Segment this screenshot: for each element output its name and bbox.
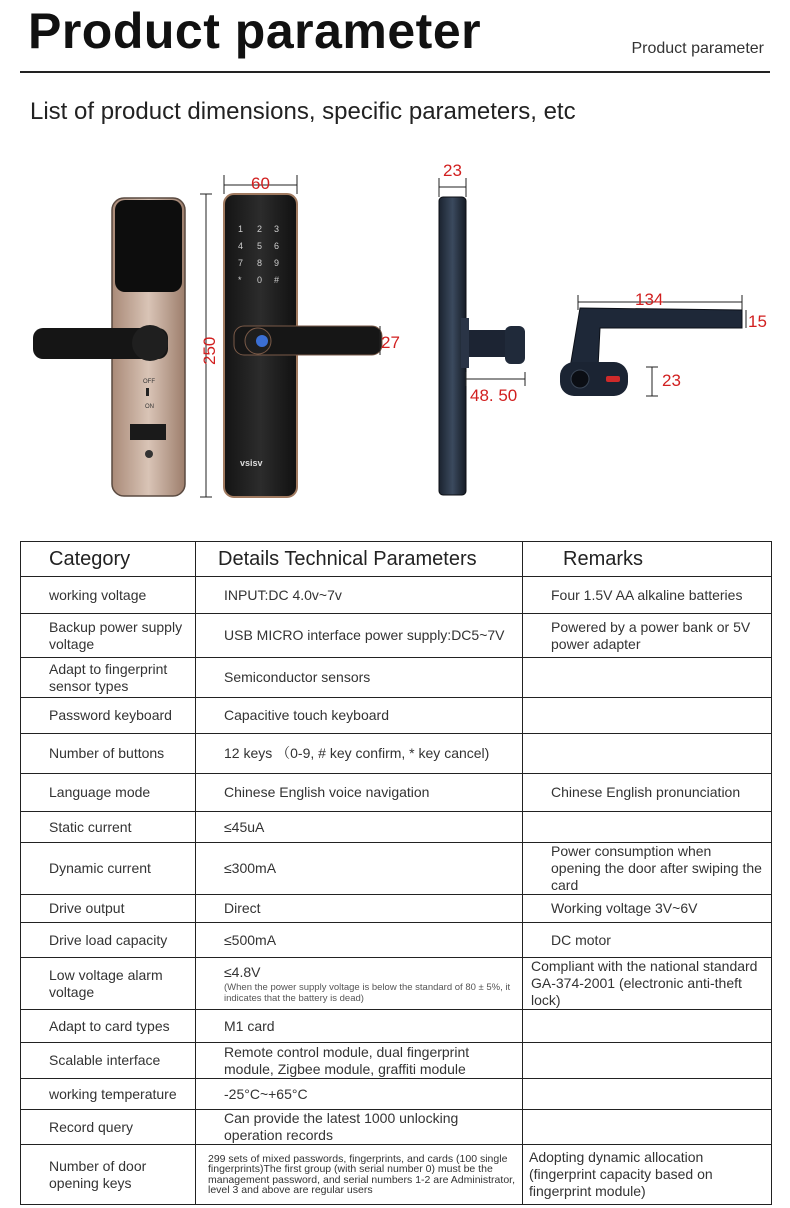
dim-handle-height: 27 <box>381 333 400 352</box>
page-title: Product parameter <box>28 3 482 59</box>
detail-cell: 299 sets of mixed passwords, fingerprints, and cards (100 single fingerprints)The first group (with serial number 0) must be the management password, and serial numbers 1-2 are Administrator, level 3 and above are regular users <box>196 1145 523 1205</box>
switch-on-label: ON <box>145 404 154 410</box>
remark-cell <box>523 1079 772 1110</box>
category-cell: Static current <box>21 812 196 843</box>
remark-cell: Working voltage 3V~6V <box>523 895 772 923</box>
table-row <box>21 1043 772 1079</box>
remark-cell <box>523 1043 772 1079</box>
detail-cell: Direct <box>196 895 523 923</box>
dim-side-thickness: 23 <box>443 161 462 180</box>
table-row <box>21 923 772 958</box>
handle-detail <box>560 308 742 396</box>
table-row <box>21 658 772 698</box>
column-header: Remarks <box>523 542 772 577</box>
category-cell: Adapt to fingerprint sensor types <box>21 658 196 698</box>
svg-text:6: 6 <box>274 241 280 251</box>
category-cell: working temperature <box>21 1079 196 1110</box>
front-panel <box>224 194 382 497</box>
table-row <box>21 577 772 614</box>
svg-text:9: 9 <box>274 258 280 268</box>
dim-handle-thickness: 15 <box>748 312 767 331</box>
column-header: Details Technical Parameters <box>196 542 523 577</box>
table-row <box>21 1079 772 1110</box>
category-cell: Language mode <box>21 774 196 812</box>
remark-cell <box>523 1010 772 1043</box>
detail-value: ≤4.8V <box>224 963 261 980</box>
svg-text:7: 7 <box>238 258 244 268</box>
brand-logo: vsisv <box>240 458 263 468</box>
title-divider <box>20 71 770 73</box>
svg-text:8: 8 <box>257 258 263 268</box>
table-row <box>21 734 772 774</box>
table-row <box>21 812 772 843</box>
detail-cell: USB MICRO interface power supply:DC5~7V <box>196 614 523 658</box>
svg-text:1: 1 <box>238 224 244 234</box>
detail-cell: Chinese English voice navigation <box>196 774 523 812</box>
category-cell: Number of buttons <box>21 734 196 774</box>
product-dimension-diagram <box>0 150 790 520</box>
column-header: Category <box>21 542 196 577</box>
svg-text:2: 2 <box>257 224 263 234</box>
dim-height: 250 <box>200 336 219 365</box>
detail-cell: ≤300mA <box>196 843 523 895</box>
side-view <box>439 197 525 495</box>
remark-cell <box>523 734 772 774</box>
remark-cell: Adopting dynamic allocation (fingerprint capacity based on fingerprint module) <box>523 1145 772 1205</box>
section-heading: List of product dimensions, specific parameters, etc <box>30 98 576 125</box>
table-row <box>21 774 772 812</box>
category-cell: Low voltage alarm voltage <box>21 958 196 1010</box>
table-row <box>21 843 772 895</box>
dim-side-handle-depth: 48. 50 <box>470 386 518 405</box>
category-cell: Record query <box>21 1110 196 1145</box>
table-row <box>21 614 772 658</box>
category-cell: Dynamic current <box>21 843 196 895</box>
category-cell: Drive output <box>21 895 196 923</box>
table-header-row <box>21 542 772 577</box>
category-cell: Scalable interface <box>21 1043 196 1079</box>
dim-handle-length: 134 <box>635 290 664 309</box>
detail-cell: INPUT:DC 4.0v~7v <box>196 577 523 614</box>
category-cell: working voltage <box>21 577 196 614</box>
detail-cell: Can provide the latest 1000 unlocking operation records <box>196 1110 523 1145</box>
svg-text:4: 4 <box>238 241 244 251</box>
svg-text:*: * <box>238 275 242 285</box>
category-cell: Adapt to card types <box>21 1010 196 1043</box>
remark-cell: DC motor <box>523 923 772 958</box>
category-cell: Backup power supply voltage <box>21 614 196 658</box>
detail-cell: Capacitive touch keyboard <box>196 698 523 734</box>
remark-cell <box>523 1110 772 1145</box>
detail-cell: Semiconductor sensors <box>196 658 523 698</box>
table-row <box>21 1010 772 1043</box>
svg-text:#: # <box>274 275 280 285</box>
remark-cell <box>523 812 772 843</box>
table-row <box>21 1110 772 1145</box>
category-cell: Drive load capacity <box>21 923 196 958</box>
category-cell: Number of door opening keys <box>21 1145 196 1205</box>
page-subtitle: Product parameter <box>631 40 764 57</box>
dim-handle-base: 23 <box>662 371 681 390</box>
remark-cell: Chinese English pronunciation <box>523 774 772 812</box>
remark-cell <box>523 698 772 734</box>
remark-cell: Compliant with the national standard GA-374-2001 (electronic anti-theft lock) <box>523 958 772 1010</box>
remark-cell: Power consumption when opening the door after swiping the card <box>523 843 772 895</box>
table-row <box>21 958 772 1010</box>
remark-cell: Powered by a power bank or 5V power adapter <box>523 614 772 658</box>
table-row <box>21 1145 772 1205</box>
detail-cell: Remote control module, dual fingerprint module, Zigbee module, graffiti module <box>196 1043 523 1079</box>
table-row <box>21 698 772 734</box>
category-cell: Password keyboard <box>21 698 196 734</box>
detail-cell: ≤45uA <box>196 812 523 843</box>
detail-cell <box>196 958 523 1010</box>
switch-off-label: OFF <box>143 379 155 385</box>
dim-front-width: 60 <box>251 174 270 193</box>
svg-text:0: 0 <box>257 275 263 285</box>
detail-note: (When the power supply voltage is below the standard of 80 ± 5%, it indicates that the battery is dead) <box>224 981 511 1004</box>
detail-cell: M1 card <box>196 1010 523 1043</box>
table-row <box>21 895 772 923</box>
remark-cell <box>523 658 772 698</box>
detail-cell: ≤500mA <box>196 923 523 958</box>
svg-text:3: 3 <box>274 224 280 234</box>
back-panel <box>33 198 185 496</box>
remark-cell: Four 1.5V AA alkaline batteries <box>523 577 772 614</box>
fingerprint-sensor-icon <box>256 335 268 347</box>
svg-text:5: 5 <box>257 241 263 251</box>
detail-cell: -25°C~+65°C <box>196 1079 523 1110</box>
detail-cell: 12 keys （0-9, # key confirm, * key cancel) <box>196 734 523 774</box>
parameters-table <box>20 541 772 1205</box>
